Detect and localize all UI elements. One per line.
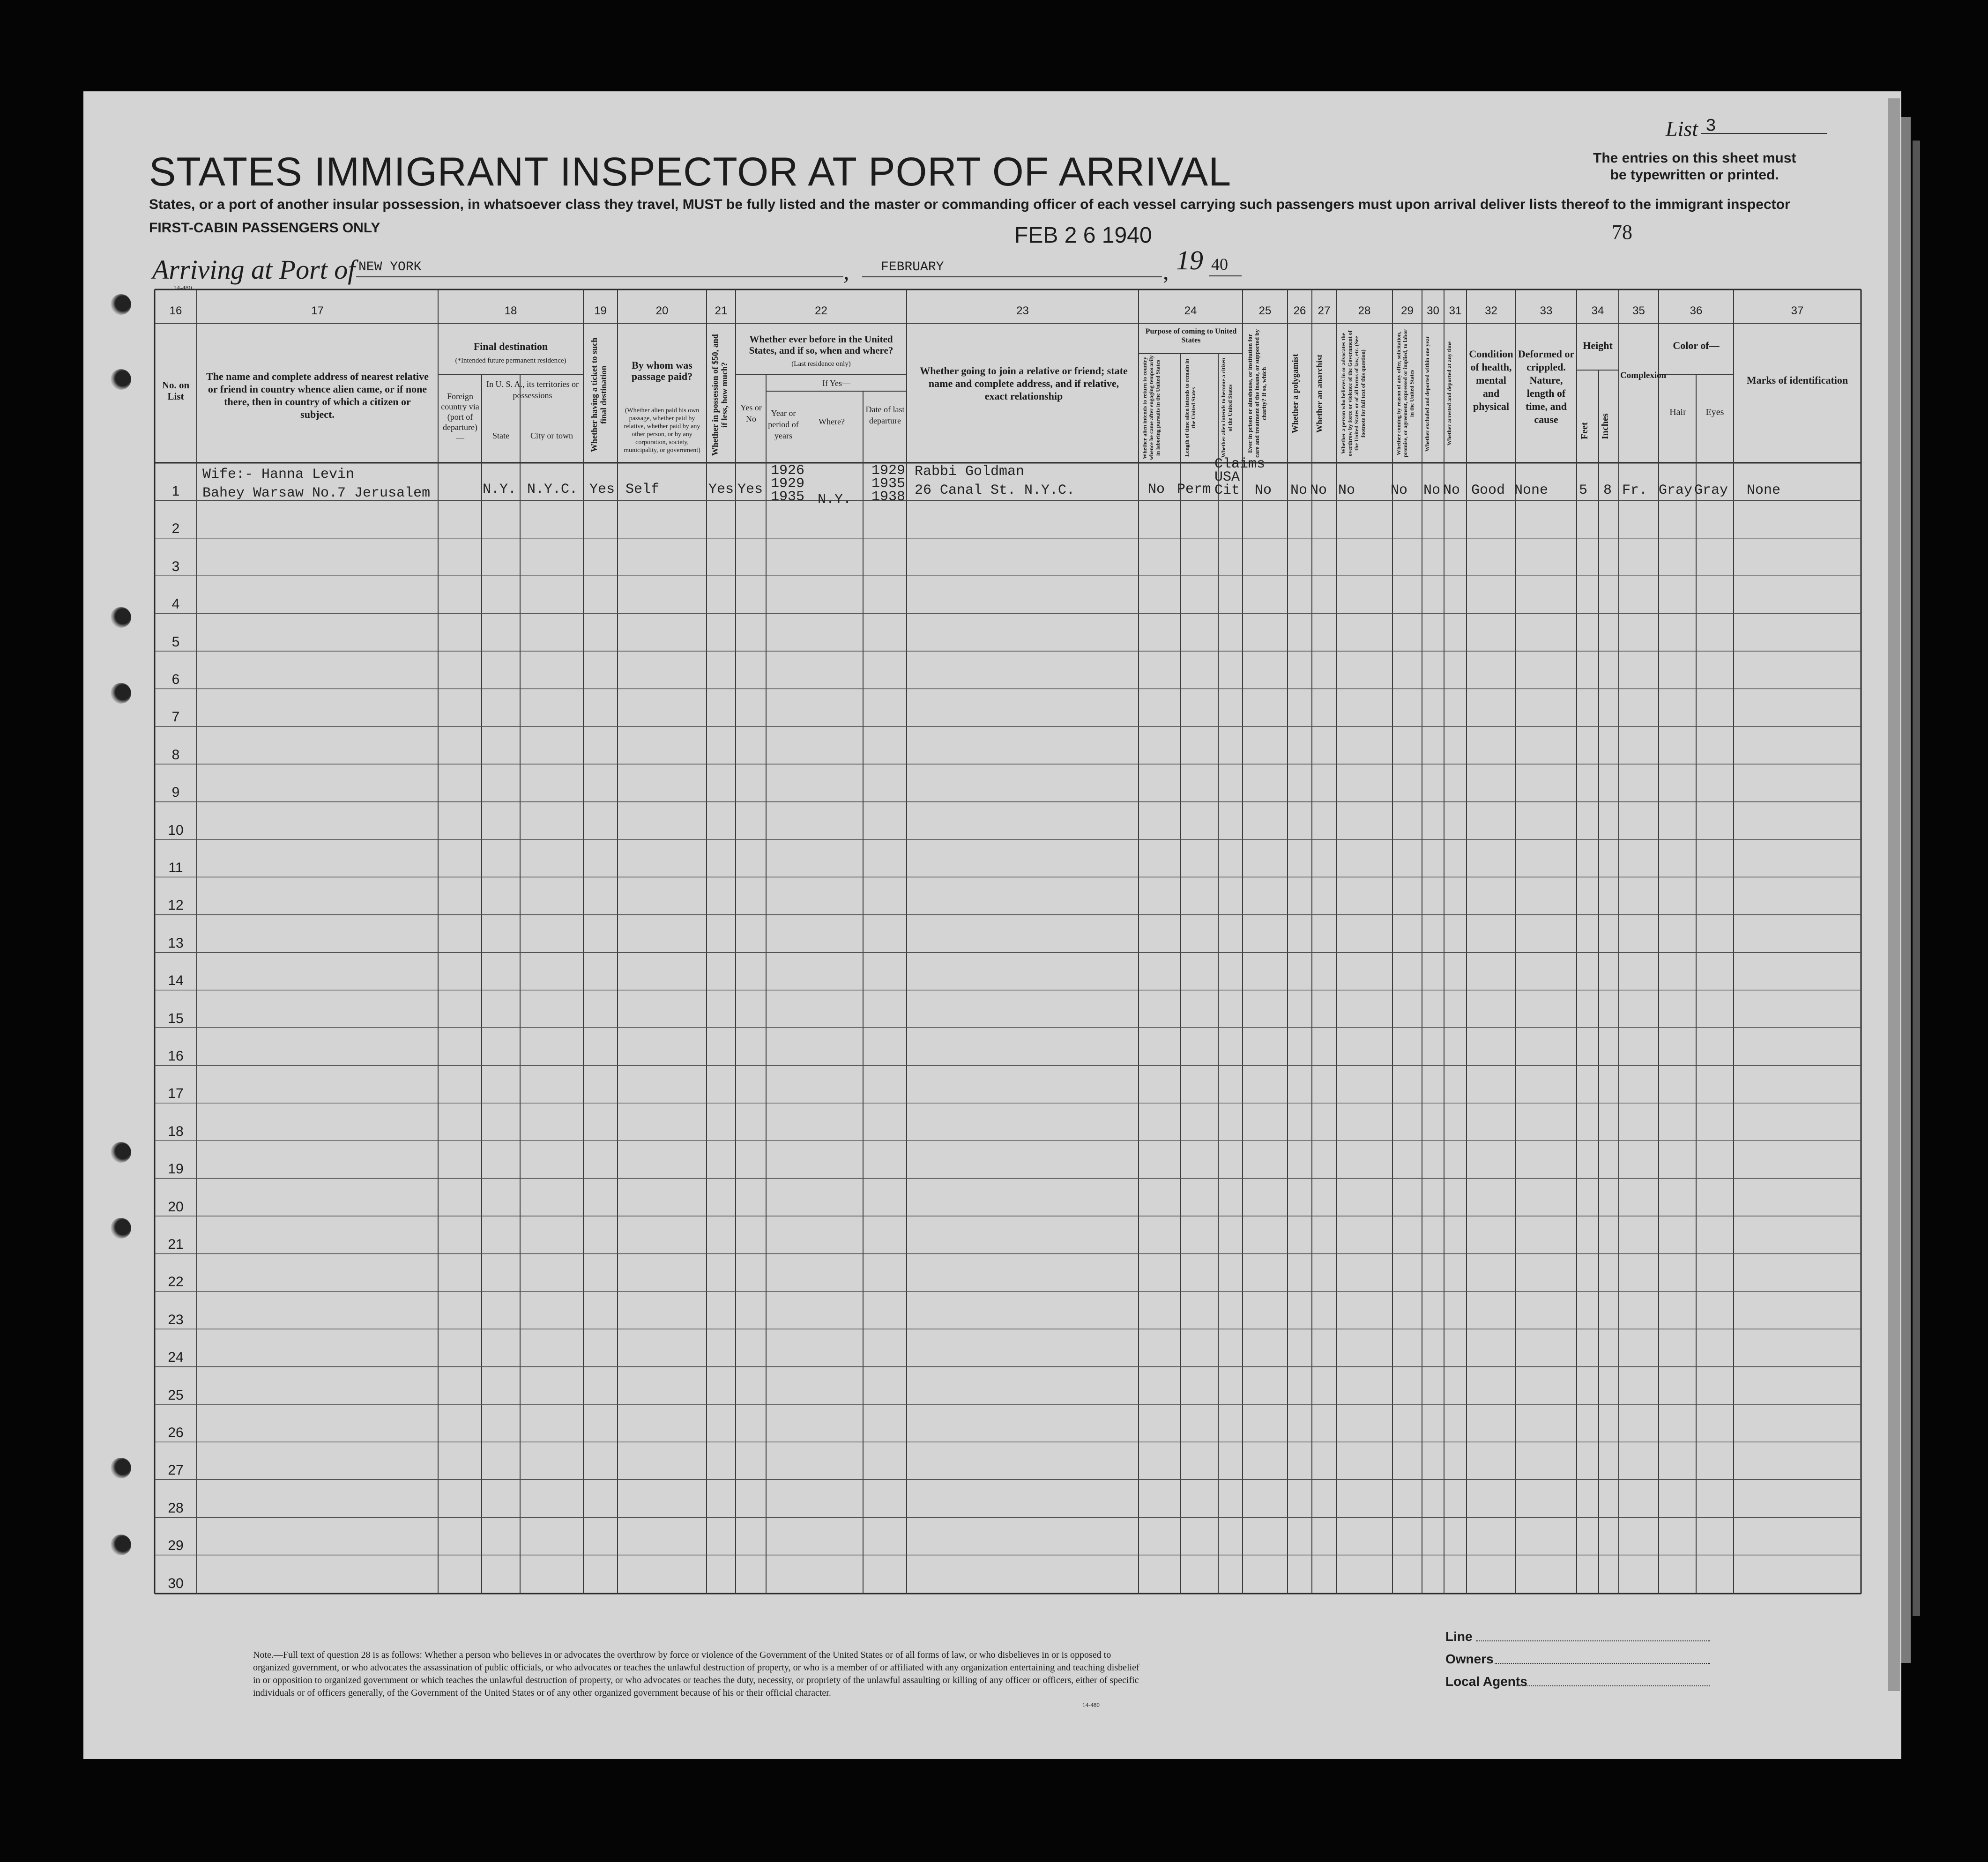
header-year-period: Year or period of years [768, 408, 799, 440]
header-deformed: Deformed or crippled. Nature, length of time, and cause [1518, 348, 1575, 425]
footer-form-code: 14-480 [1082, 1701, 1100, 1708]
colnum-28: 28 [1358, 304, 1371, 317]
entry-relative-name: Wife:- Hanna Levin [202, 467, 355, 482]
colnum-37: 37 [1791, 304, 1804, 317]
header-q31: Whether arrested and deported at any time [1446, 341, 1452, 446]
entry-purpose-c3: Cit [1214, 482, 1240, 498]
colnum-32: 32 [1485, 304, 1497, 317]
entry-purpose-c1: Claims [1214, 456, 1266, 472]
row-number: 20 [168, 1199, 184, 1215]
header-q29: Whether coming by reason of any offer, solicitation, promise, or agreement, expressed or implied, to labor in the United States [1395, 329, 1415, 458]
header-q28: Whether a person who believes in or advocates the overthrow by force or violence of the Government of the United States or of all forms of law, etc. (See footnote for full text of this question) [1340, 330, 1366, 457]
row-number: 14 [168, 973, 184, 989]
header-purpose-a: Whether alien intends to return to country whence he came after engaging temporarily in laboring pursuits in the United States [1141, 355, 1161, 460]
header-marks: Marks of identification [1746, 374, 1848, 386]
entry-passage: Self [625, 482, 660, 497]
header-final-destination: Final destination [473, 341, 548, 352]
header-polygamist: Whether a polygamist [1290, 354, 1300, 433]
footer-agents-field [1516, 1685, 1710, 1686]
entry-purpose-c2: USA [1214, 469, 1240, 485]
footer-agents-label: Local Agents [1445, 1674, 1527, 1689]
header-complexion: Complexion [1620, 371, 1667, 380]
form-instructions: States, or a port of another insular possession, in whatsoever class they travel, MUST be fully listed and the master or commanding officer of each vessel carrying such passengers must upon arrival deliver lists thereof to the immigrant inspector [149, 197, 1790, 212]
entry-q29: No [1391, 482, 1408, 498]
header-purpose-b: Length of time alien intends to remain in the United States [1184, 359, 1197, 457]
header-passage: By whom was passage paid? [631, 359, 693, 382]
header-purpose-c: Whether alien intends to become a citizen of the United States [1220, 357, 1233, 458]
comma: , [1163, 258, 1169, 284]
entry-departure-3: 1938 [871, 489, 906, 505]
colnum-16: 16 [169, 304, 182, 317]
row-number: 7 [171, 709, 180, 725]
entry-purpose-b: Perm [1177, 482, 1211, 497]
footnote-question-28: Note.—Full text of question 28 is as follows: Whether a person who believes in or advocates the overthrow by force or violence of the Government of the United States or of all forms of law, or who disbelieves in or is opposed to organized government, or who advocates the assassination of public officials, or who advocates or teaches the unlawful destruction of property, or who is a member of or affiliated with any organization entertaining and teaching disbelief in or opposition to organized government or which teaches the unlawful destruction of property, or who advocates or teaches the duty, necessity, or propriety of the unlawful assaulting or killing of any officer or officers, either of specific individuals or of officers generally, of the Government of the United States or of any other organized government because of his or their official character. [253, 1650, 1139, 1698]
row-number: 25 [168, 1387, 184, 1403]
colnum-17: 17 [311, 304, 324, 317]
row-number: 1 [171, 483, 180, 499]
entry-eyes: Gray [1694, 482, 1728, 498]
entry-years-1: 1926 [771, 463, 805, 479]
colnum-29: 29 [1401, 304, 1414, 317]
header-hair: Hair [1669, 407, 1686, 417]
list-number: 3 [1705, 116, 1716, 136]
footer-line-label: Line [1445, 1629, 1473, 1644]
header-ticket: Whether having a ticket to such final destination [589, 337, 608, 453]
header-inches: Inches [1600, 413, 1610, 439]
row-number: 18 [168, 1123, 184, 1139]
entry-relative-address: Bahey Warsaw No.7 Jerusalem [202, 485, 431, 501]
header-foreign-country: Foreign country via (port of departure)— [441, 392, 479, 442]
header-prison: Ever in prison or almshouse, or institution for care and treatment of the insane, or supported by charity? If so, which [1246, 329, 1267, 458]
colnum-27: 27 [1318, 304, 1331, 317]
row-number: 17 [168, 1086, 184, 1102]
entry-possession-50: Yes [708, 482, 734, 497]
header-ever-before-note: (Last residence only) [791, 360, 851, 368]
header-passage-note: (Whether alien paid his own passage, whether paid by relative, whether paid by any other person, or by any corporation, society, municipality, or government) [624, 407, 700, 454]
row-number: 16 [168, 1048, 184, 1064]
form-title: STATES IMMIGRANT INSPECTOR AT PORT OF ARRIVAL [149, 149, 1232, 194]
row-number: 19 [168, 1161, 184, 1177]
row-number: 22 [168, 1274, 184, 1290]
entry-join-address: 26 Canal St. N.Y.C. [915, 482, 1075, 498]
row-number: 28 [168, 1500, 184, 1516]
footer-owners-label: Owners [1445, 1652, 1494, 1666]
colnum-25: 25 [1258, 304, 1272, 317]
entry-inches: 8 [1603, 482, 1612, 498]
colnum-26: 26 [1293, 304, 1306, 317]
entry-q31: No [1443, 482, 1460, 498]
comma: , [843, 258, 849, 284]
header-purpose: Purpose of coming to United States [1145, 327, 1237, 344]
header-health: Condition of health, mental and physical [1469, 348, 1513, 412]
entry-departure-2: 1935 [871, 476, 906, 492]
row-number: 9 [171, 785, 180, 801]
colnum-19: 19 [594, 304, 607, 317]
row-number: 29 [168, 1538, 184, 1554]
header-where: Where? [819, 417, 845, 426]
entry-health: Good [1471, 482, 1505, 498]
entry-hair: Gray [1659, 482, 1693, 498]
row-number: 2 [171, 521, 180, 537]
entry-anarchist: No [1310, 482, 1327, 498]
row-number: 3 [171, 558, 180, 574]
row-number: 4 [171, 596, 180, 612]
arrival-month: FEBRUARY [881, 260, 944, 274]
year-suffix: 40 [1211, 255, 1228, 274]
entry-city: N.Y.C. [527, 482, 578, 497]
header-city: City or town [530, 431, 573, 440]
header-no-on-list: No. on List [162, 379, 190, 402]
entry-complexion: Fr. [1622, 482, 1648, 498]
header-anarchist: Whether an anarchist [1315, 354, 1324, 433]
row-number: 13 [168, 935, 184, 951]
entry-q30: No [1423, 482, 1441, 498]
header-join-relative: Whether going to join a relative or friend; state name and complete address, and if relative, exact relationship [920, 365, 1128, 402]
entry-where: N.Y. [818, 492, 852, 508]
footer-line-field [1476, 1640, 1710, 1641]
sheet-note-line2: be typewritten or printed. [1610, 167, 1779, 183]
row-number: 11 [168, 860, 183, 875]
page-number: 78 [1612, 221, 1632, 244]
header-if-yes: If Yes— [822, 378, 850, 388]
passenger-class: FIRST-CABIN PASSENGERS ONLY [149, 220, 380, 236]
colnum-31: 31 [1449, 304, 1462, 317]
entry-q28: No [1338, 482, 1355, 498]
entry-state: N.Y. [483, 482, 517, 497]
date-stamp: FEB 2 6 1940 [1014, 223, 1152, 248]
row-number: 8 [171, 747, 180, 763]
entry-deformed: None [1514, 482, 1549, 498]
row-number: 23 [168, 1312, 184, 1328]
footer-owners-field [1495, 1663, 1710, 1664]
row-number: 26 [168, 1425, 184, 1440]
form-code: 14-480 [173, 285, 192, 292]
entry-join-name: Rabbi Goldman [915, 464, 1025, 480]
entry-polygamist: No [1290, 482, 1308, 498]
header-date-last-departure: Date of last departure [865, 405, 905, 425]
entry-years-3: 1935 [771, 489, 805, 505]
header-height: Height [1583, 340, 1613, 351]
header-nearest-relative: The name and complete address of nearest relative or friend in country whence alien came, or if none there, then in country of which a citizen or subject. [206, 371, 429, 420]
colnum-23: 23 [1016, 304, 1029, 317]
row-number: 5 [171, 634, 180, 650]
header-eyes: Eyes [1705, 407, 1724, 417]
entry-years-2: 1929 [771, 476, 805, 492]
colnum-34: 34 [1591, 304, 1604, 317]
header-color-of: Color of— [1673, 340, 1720, 351]
year-prefix: 19 [1176, 245, 1203, 275]
arrival-port: NEW YORK [358, 260, 422, 274]
entry-departure-1: 1929 [871, 463, 906, 479]
header-ever-before: Whether ever before in the United States, and if so, when and where? [749, 334, 893, 356]
row-number: 30 [168, 1575, 184, 1591]
entry-ticket: Yes [589, 482, 615, 497]
colnum-33: 33 [1540, 304, 1553, 317]
entry-marks: None [1747, 482, 1781, 498]
header-in-usa: In U. S. A., its territories or possessions [486, 379, 579, 400]
entry-feet: 5 [1579, 482, 1588, 498]
colnum-24: 24 [1184, 304, 1197, 317]
row-number: 12 [168, 898, 184, 913]
colnum-21: 21 [715, 304, 728, 317]
entry-purpose-a: No [1148, 482, 1165, 497]
arriving-label: Arriving at Port of [152, 254, 356, 285]
entry-ever-before: Yes [737, 482, 763, 497]
header-feet: Feet [1579, 422, 1590, 440]
list-label: List [1666, 117, 1698, 141]
header-final-destination-note: (*Intended future permanent residence) [455, 357, 566, 364]
header-yes-no: Yes or No [740, 403, 762, 423]
entry-prison: No [1255, 482, 1272, 498]
colnum-18: 18 [504, 304, 517, 317]
colnum-30: 30 [1427, 304, 1439, 317]
row-number: 10 [168, 822, 184, 838]
row-number: 6 [171, 672, 180, 687]
sheet-note-line1: The entries on this sheet must [1593, 150, 1796, 166]
colnum-36: 36 [1690, 304, 1703, 317]
colnum-22: 22 [815, 304, 827, 317]
row-number: 27 [168, 1462, 184, 1478]
colnum-35: 35 [1632, 304, 1645, 317]
header-q30: Whether excluded and deported within one year [1424, 335, 1430, 452]
row-number: 15 [168, 1010, 184, 1026]
row-number: 21 [168, 1237, 184, 1252]
header-possession-50: Whether in possession of $50, and if less, how much? [710, 334, 729, 456]
row-number: 24 [168, 1350, 184, 1365]
header-state: State [492, 431, 509, 440]
colnum-20: 20 [655, 304, 669, 317]
